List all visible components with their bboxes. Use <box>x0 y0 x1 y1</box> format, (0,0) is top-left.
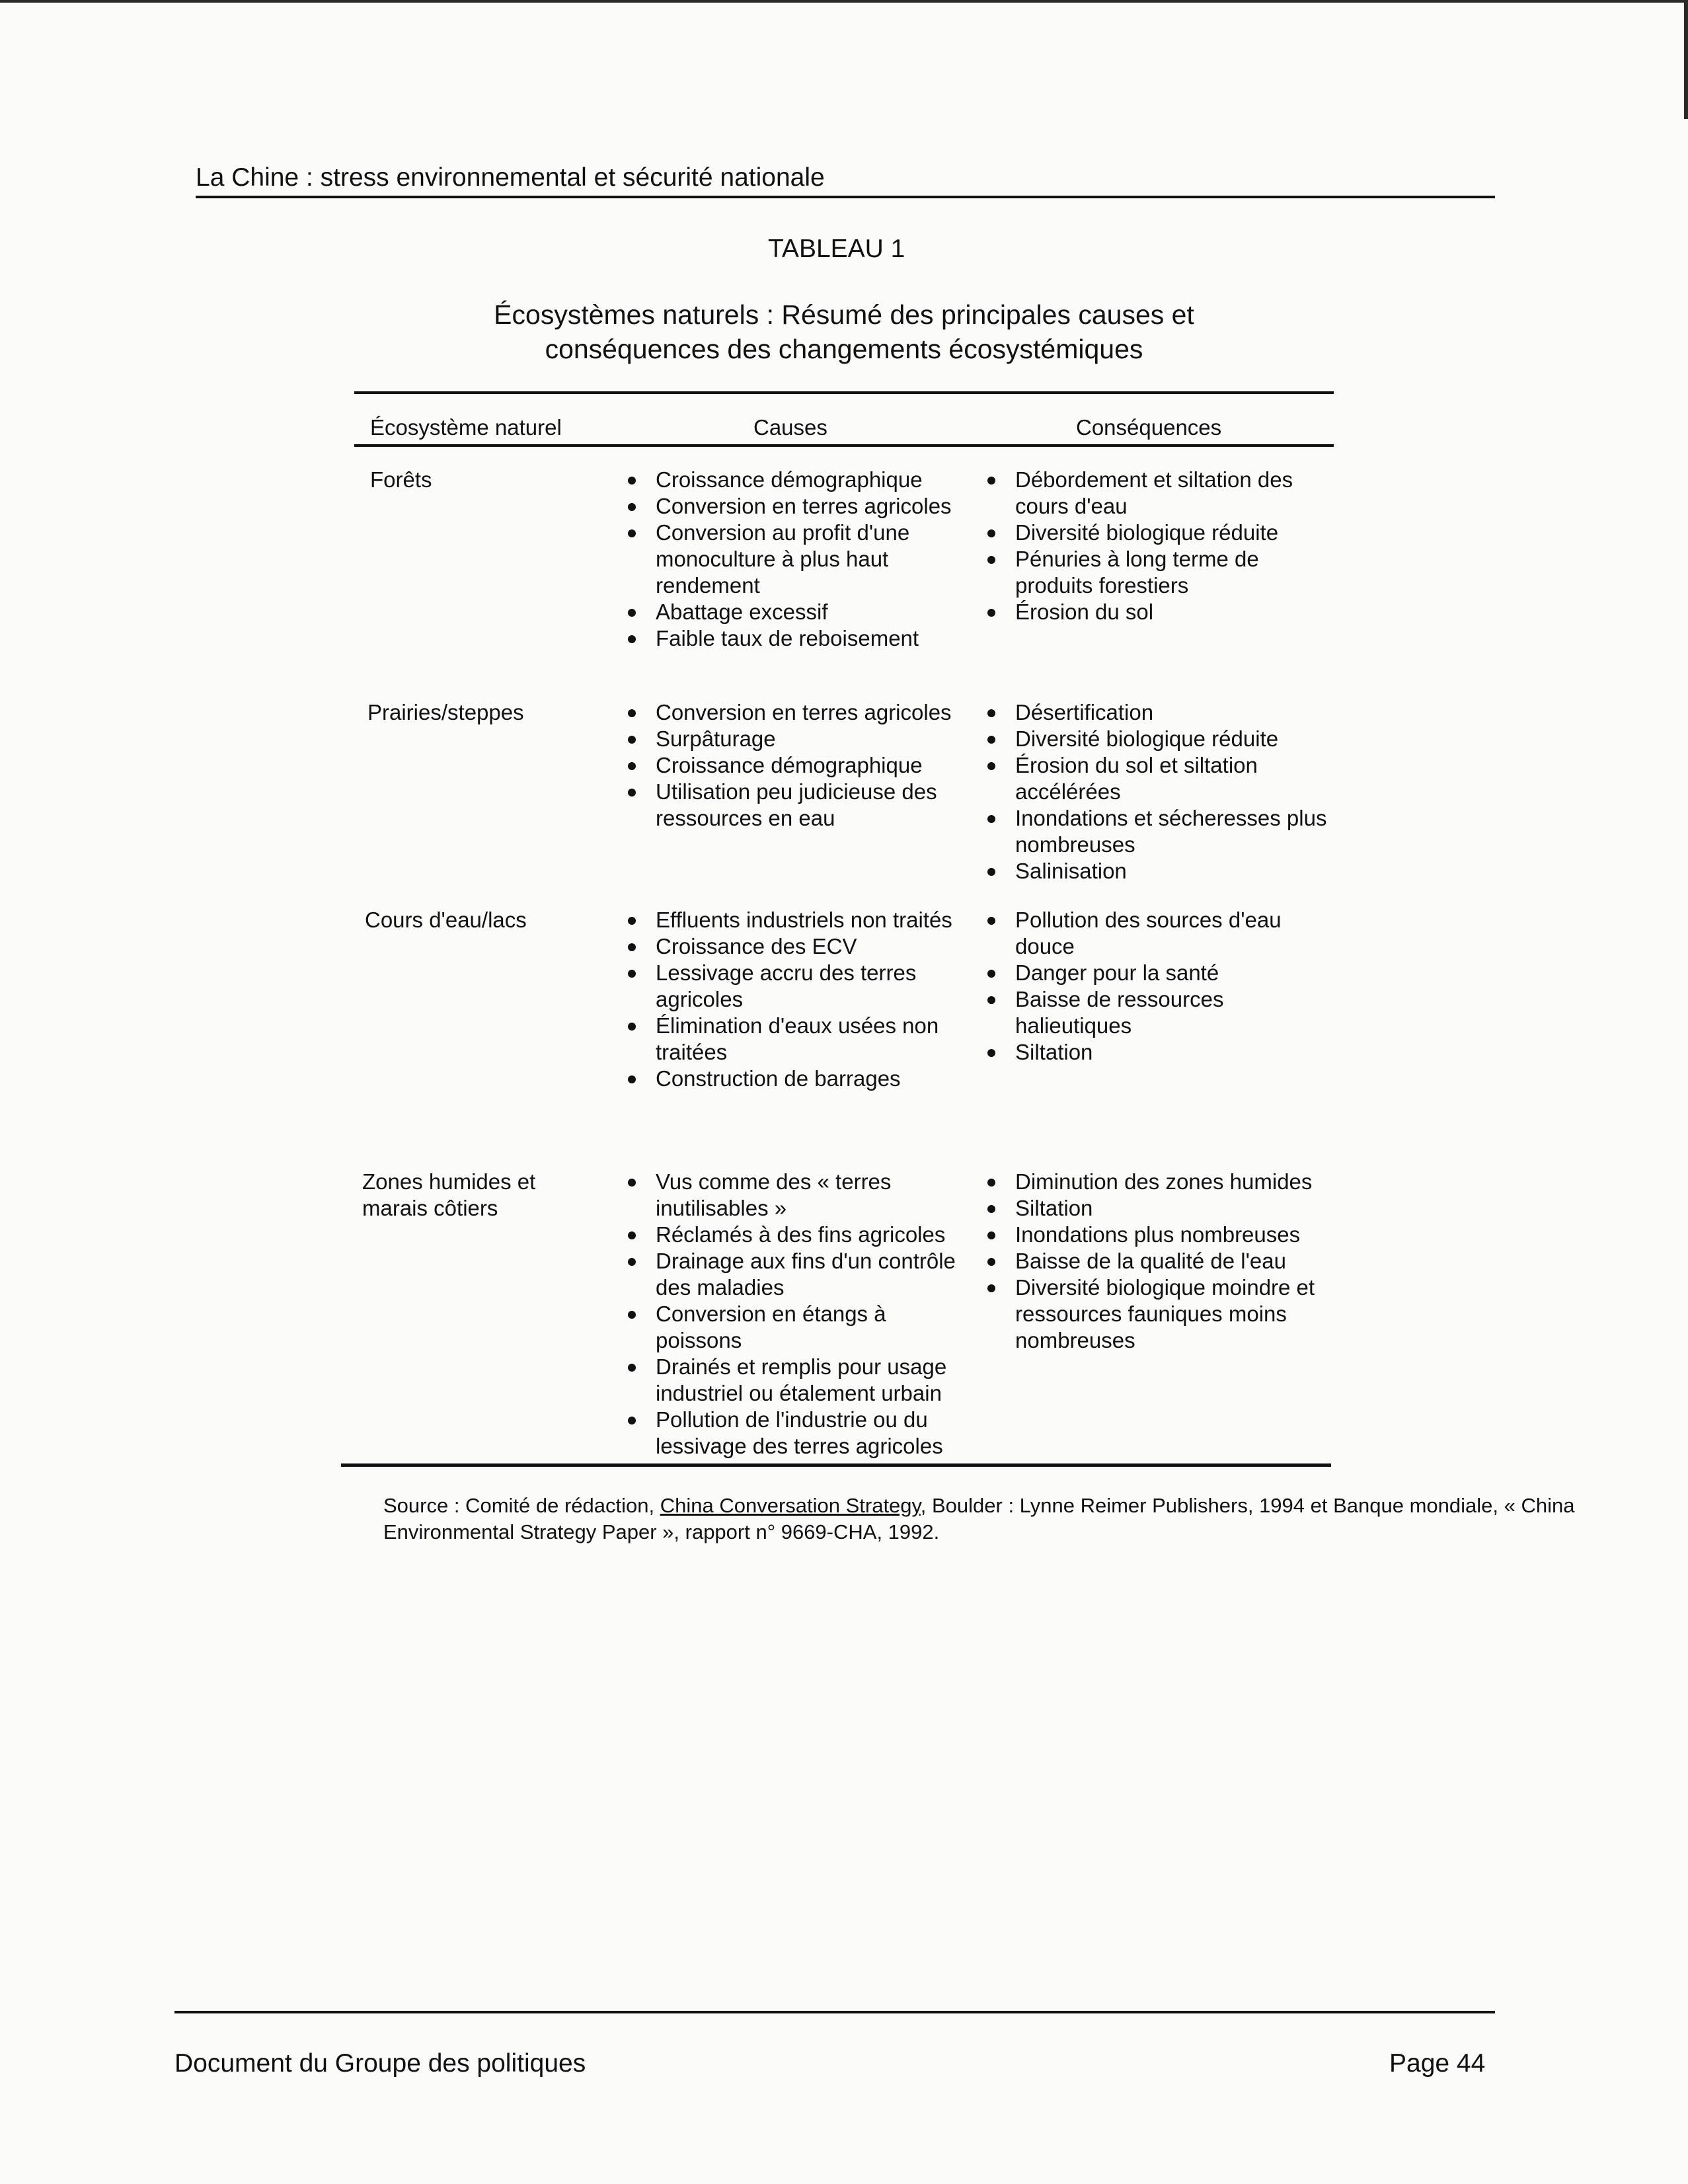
list-item: Lessivage accru des terres agricoles <box>625 960 962 1013</box>
list-item: Croissance démographique <box>625 752 962 779</box>
list-item: Conversion en terres agricoles <box>625 699 962 726</box>
list-item: Diversité biologique réduite <box>985 520 1342 546</box>
list-item: Danger pour la santé <box>985 960 1342 986</box>
list-item: Pollution de l'industrie ou du lessivage des terres agricoles <box>625 1407 962 1460</box>
list-item: Vus comme des « terres inutilisables » <box>625 1169 962 1222</box>
list-item: Siltation <box>985 1039 1342 1066</box>
table-caption-line-1: Écosystèmes naturels : Résumé des principales causes et <box>494 299 1194 330</box>
list-item: Drainés et remplis pour usage industriel ou étalement urbain <box>625 1354 962 1407</box>
consequences-list-cours-eau-lacs <box>985 907 1342 1066</box>
list-item: Utilisation peu judicieuse des ressources en eau <box>625 779 962 832</box>
list-item: Siltation <box>985 1195 1342 1222</box>
list-item: Débordement et siltation des cours d'eau <box>985 467 1342 520</box>
footer-document-name: Document du Groupe des politiques <box>174 2049 586 2078</box>
page-number: Page 44 <box>1389 2049 1486 2078</box>
list-item: Baisse de ressources halieutiques <box>985 986 1342 1039</box>
row-label-cours-eau-lacs: Cours d'eau/lacs <box>365 908 527 932</box>
consequences-list-forets <box>985 467 1342 625</box>
causes-list-prairies-steppes <box>625 699 962 832</box>
list-item: Diversité biologique moindre et ressources fauniques moins nombreuses <box>985 1274 1342 1354</box>
list-item: Réclamés à des fins agricoles <box>625 1222 962 1248</box>
source-book-title: China Conversation Strategy <box>660 1494 921 1517</box>
consequences-list-zones-humides <box>985 1169 1342 1354</box>
source-note <box>383 1493 1666 1545</box>
table-bottom-rule <box>341 1463 1331 1467</box>
list-item: Érosion du sol <box>985 599 1342 625</box>
column-header-ecosystem: Écosystème naturel <box>370 415 562 440</box>
table-caption-line-2: conséquences des changements écosystémiques <box>545 334 1143 364</box>
consequences-list-prairies-steppes <box>985 699 1342 884</box>
list-item: Pollution des sources d'eau douce <box>985 907 1342 960</box>
table-header-rule <box>354 444 1334 447</box>
list-item: Inondations et sécheresses plus nombreuses <box>985 805 1342 858</box>
footer-rule <box>174 2011 1495 2013</box>
column-header-causes: Causes <box>753 415 827 440</box>
list-item: Diminution des zones humides <box>985 1169 1342 1195</box>
row-label-prairies-steppes: Prairies/steppes <box>367 700 524 724</box>
list-item: Pénuries à long terme de produits forestiers <box>985 546 1342 599</box>
list-item: Faible taux de reboisement <box>625 625 962 652</box>
causes-list-cours-eau-lacs <box>625 907 962 1092</box>
list-item: Salinisation <box>985 858 1342 884</box>
list-item: Surpâturage <box>625 726 962 752</box>
causes-list-zones-humides <box>625 1169 962 1460</box>
list-item: Inondations plus nombreuses <box>985 1222 1342 1248</box>
causes-list-forets <box>625 467 962 652</box>
list-item: Construction de barrages <box>625 1066 962 1092</box>
list-item: Effluents industriels non traités <box>625 907 962 933</box>
list-item: Conversion en terres agricoles <box>625 493 962 520</box>
list-item: Désertification <box>985 699 1342 726</box>
header-rule <box>196 196 1495 198</box>
list-item: Élimination d'eaux usées non traitées <box>625 1013 962 1066</box>
page-right-edge <box>1684 0 1688 119</box>
row-label-forets: Forêts <box>370 467 432 492</box>
row-label-zones-humides: Zones humides et marais côtiers <box>362 1169 536 1220</box>
list-item: Baisse de la qualité de l'eau <box>985 1248 1342 1274</box>
table-number: TABLEAU 1 <box>768 235 905 263</box>
column-header-consequences: Conséquences <box>1076 415 1222 440</box>
list-item: Diversité biologique réduite <box>985 726 1342 752</box>
list-item: Conversion au profit d'une monoculture à plus haut rendement <box>625 520 962 599</box>
running-header: La Chine : stress environnemental et sécurité nationale <box>196 163 825 192</box>
page-top-edge <box>0 0 1688 3</box>
list-item: Abattage excessif <box>625 599 962 625</box>
list-item: Érosion du sol et siltation accélérées <box>985 752 1342 805</box>
table-caption <box>357 297 1331 366</box>
list-item: Croissance démographique <box>625 467 962 493</box>
list-item: Conversion en étangs à poissons <box>625 1301 962 1354</box>
table-top-rule <box>354 391 1334 394</box>
list-item: Croissance des ECV <box>625 933 962 960</box>
source-prefix: Source : Comité de rédaction, <box>383 1494 660 1517</box>
source-rest: , Boulder : Lynne Reimer Publishers, 1994 et Banque mondiale, « China Environmental Strategy Paper », rapport n° 9669-CHA, 1992. <box>383 1494 1575 1543</box>
list-item: Drainage aux fins d'un contrôle des maladies <box>625 1248 962 1301</box>
